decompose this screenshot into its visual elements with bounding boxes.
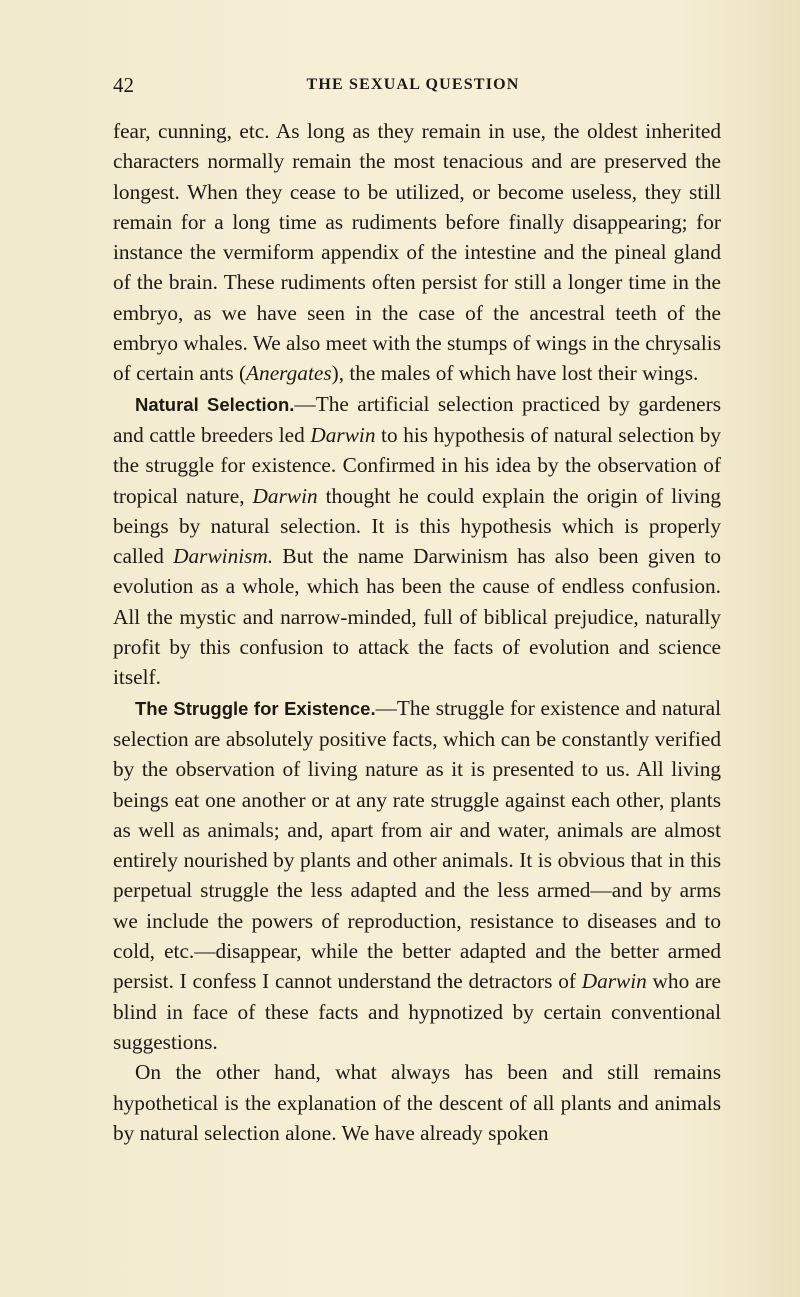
text-segment: who are blind in face of these facts and hypnotized by certain conventional suggestions.: [113, 969, 721, 1054]
text-segment: ), the males of which have lost their wings.: [331, 361, 699, 386]
text-segment: fear, cunning, etc. As long as they remain in use, the oldest inherited characters normally remain the most tenacious and are preserved the longest. When they cease to be utilized, or become useless, they still remain for a long time as rudiments before finally disappearing; for instance the vermiform appendix of the intestine and the pineal gland of the brain. These rudiments often persist for still a longer time in the embryo, as we have seen in the case of the ancestral teeth of the embryo whales. We also meet with the stumps of wings in the chrysalis of certain ants (: [113, 119, 721, 386]
paragraph: [113, 1057, 721, 1148]
italic-name: Darwin: [581, 969, 647, 994]
text-segment: —The artificial selection practiced by gardeners and cattle breeders led: [113, 391, 722, 447]
section-heading: Natural Selection.: [135, 393, 295, 415]
text-segment: —The struggle for existence and natural selection are absolutely positive facts, which can be constantly verified by the observation of living nature as it is presented to us. All living beings eat one another or at any rate struggle against each other, plants as well as animals; and, apart from air and water, animals are almost entirely nourished by plants and other animals. It is obvious that in this perpetual struggle the less adapted and the less armed—and by arms we include the powers of reproduction, resistance to diseases and to cold, etc.—disappear, while the better adapted and the better armed persist. I confess I cannot understand the detractors of: [113, 695, 721, 994]
page-number: 42: [113, 73, 134, 97]
italic-term: Darwinism.: [173, 544, 274, 569]
text-segment: thought he could explain the origin of living beings by natural selection. It is this hypothesis which is properly called: [113, 483, 721, 569]
text-segment: But the name Darwinism has also been given to evolution as a whole, which has been the cause of endless confusion. All the mystic and narrow-minded, full of biblical prejudice, naturally profit by this confusion to attack the facts of evolution and science itself.: [113, 544, 721, 690]
page-header: [113, 73, 713, 103]
italic-name: Darwin: [252, 483, 318, 508]
text-segment: On the other hand, what always has been and still remains hypothetical is the explanation of the descent of all plants and animals by natural selection alone. We have already spoken: [113, 1060, 721, 1145]
paragraph: [113, 116, 721, 389]
italic-term: Anergates: [246, 361, 332, 386]
section-heading: The Struggle for Existence.: [135, 697, 376, 719]
italic-name: Darwin: [310, 422, 376, 447]
text-segment: to his hypothesis of natural selection by the struggle for existence. Confirmed in his idea by the observation of tropical nature,: [113, 422, 721, 508]
running-head: THE SEXUAL QUESTION: [306, 76, 520, 93]
body-text: [113, 116, 721, 1148]
paragraph: [113, 389, 721, 693]
paragraph: [113, 693, 721, 1058]
